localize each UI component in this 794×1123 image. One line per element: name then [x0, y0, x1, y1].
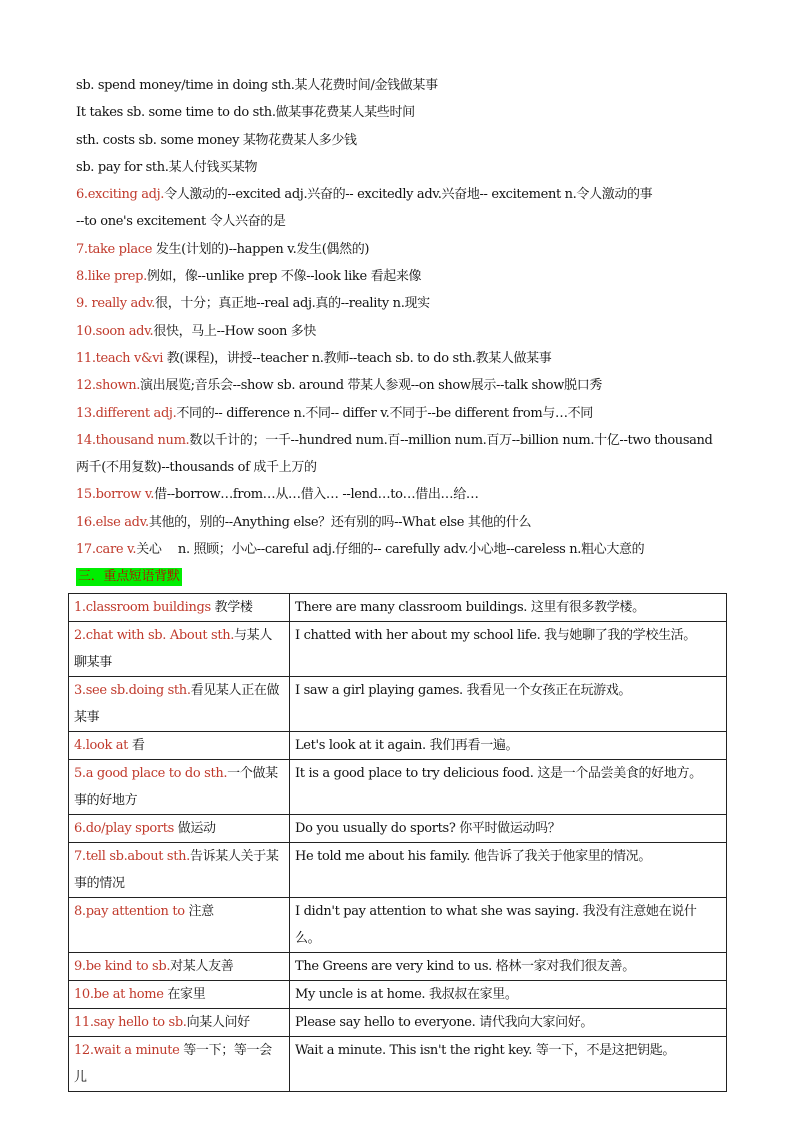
vocab-line: [76, 345, 728, 372]
example-sentence: I chatted with her about my school life. 我与她聊了我的学校生活。: [290, 622, 727, 677]
vocab-headword: 14.thousand num.: [76, 432, 190, 448]
vocab-definition: 关心 n. 照顾；小心--careful adj.仔细的-- carefully adv.小心地--careless n.粗心大意的: [136, 542, 645, 558]
example-sentence: He told me about his family. 他告诉了我关于他家里的情况。: [290, 843, 727, 898]
example-sentence: Please say hello to everyone. 请代我向大家问好。: [290, 1009, 727, 1037]
vocab-line: [76, 154, 728, 181]
phrase-english: 8.pay attention to: [74, 904, 185, 919]
table-row: [69, 1037, 727, 1092]
vocab-line: [76, 536, 728, 563]
table-row: [69, 622, 727, 677]
phrase-meaning: 看见某人正在做某事: [74, 683, 280, 725]
vocab-line: [76, 372, 728, 399]
notes-body: [76, 72, 728, 563]
phrase-meaning: 向某人问好: [186, 1015, 250, 1030]
vocab-definition: 发生(计划的)--happen v.发生(偶然的): [152, 241, 370, 257]
vocab-definition: 令人激动的--excited adj.兴奋的-- excitedly adv.兴奋地-- excitement n.令人激动的事: [164, 187, 653, 203]
vocab-headword: 10.soon adv.: [76, 323, 154, 339]
phrase-cell: [69, 898, 290, 953]
phrase-cell: [69, 677, 290, 732]
example-sentence: It is a good place to try delicious food. 这是一个品尝美食的好地方。: [290, 760, 727, 815]
phrase-english: 11.say hello to sb.: [74, 1015, 187, 1030]
example-sentence: Wait a minute. This isn't the right key. 等一下，不是这把钥匙。: [290, 1037, 727, 1092]
table-row: [69, 760, 727, 815]
table-row: [69, 953, 727, 981]
example-sentence: I saw a girl playing games. 我看见一个女孩正在玩游戏。: [290, 677, 727, 732]
phrase-meaning: 在家里: [163, 987, 206, 1002]
example-sentence: The Greens are very kind to us. 格林一家对我们很友善。: [290, 953, 727, 981]
example-sentence: Do you usually do sports? 你平时做运动吗？: [290, 815, 727, 843]
table-row: [69, 1009, 727, 1037]
vocab-definition: 教(课程)，讲授--teacher n.教师--teach sb. to do sth.教某人做某事: [163, 350, 552, 366]
phrase-meaning: 注意: [184, 904, 214, 919]
vocab-line: [76, 400, 728, 427]
phrase-cell: [69, 981, 290, 1009]
vocab-line: [76, 72, 728, 99]
phrase-english: 4.look at: [74, 738, 129, 753]
vocab-definition: 很快，马上--How soon 多快: [153, 323, 317, 339]
phrase-english: 12.wait a minute: [74, 1043, 180, 1058]
table-row: [69, 843, 727, 898]
vocab-line: [76, 427, 728, 482]
phrase-cell: [69, 843, 290, 898]
vocab-headword: 13.different adj.: [76, 405, 177, 421]
phrase-table: [68, 593, 727, 1092]
vocab-headword: 17.care v.: [76, 542, 137, 558]
phrase-cell: [69, 815, 290, 843]
vocab-headword: 11.teach v&vi: [76, 350, 163, 366]
table-row: [69, 898, 727, 953]
vocab-line: [76, 208, 728, 235]
example-sentence: I didn't pay attention to what she was saying. 我没有注意她在说什么。: [290, 898, 727, 953]
vocab-line: [76, 290, 728, 317]
vocab-definition: sb. pay for sth.某人付钱买某物: [76, 159, 258, 175]
phrase-cell: [69, 594, 290, 622]
vocab-headword: 15.borrow v.: [76, 487, 155, 503]
vocab-definition: 不同的-- difference n.不同-- differ v.不同于--be different from与…不同: [176, 405, 593, 421]
example-sentence: My uncle is at home. 我叔叔在家里。: [290, 981, 727, 1009]
phrase-cell: [69, 1009, 290, 1037]
phrase-cell: [69, 1037, 290, 1092]
vocab-line: [76, 481, 728, 508]
phrase-meaning: 等一下；等一会儿: [74, 1043, 272, 1085]
phrase-english: 3.see sb.doing sth.: [74, 683, 191, 698]
phrase-english: 7.tell sb.about sth.: [74, 849, 190, 864]
vocab-headword: 16.else adv.: [76, 514, 149, 530]
phrase-english: 10.be at home: [74, 987, 164, 1002]
vocab-definition: It takes sb. some time to do sth.做某事花费某人某些时间: [76, 105, 415, 121]
phrase-english: 5.a good place to do sth.: [74, 766, 228, 781]
phrase-meaning: 一个做某事的好地方: [74, 766, 278, 808]
table-row: [69, 815, 727, 843]
vocab-definition: 演出展览;音乐会--show sb. around 带某人参观--on show展示--talk show脱口秀: [140, 378, 603, 394]
vocab-line: [76, 236, 728, 263]
phrase-cell: [69, 760, 290, 815]
vocab-line: [76, 263, 728, 290]
vocab-definition: --to one's excitement 令人兴奋的是: [76, 214, 286, 230]
vocab-headword: 8.like prep.: [76, 269, 147, 285]
vocab-line: [76, 99, 728, 126]
phrase-english: 6.do/play sports: [74, 821, 174, 836]
vocab-definition: 其他的，别的--Anything else？还有别的吗--What else 其他的什么: [148, 514, 532, 530]
vocab-headword: 12.shown.: [76, 378, 141, 394]
table-row: [69, 732, 727, 760]
phrase-meaning: 教学楼: [210, 600, 253, 615]
phrase-english: 2.chat with sb. About sth.: [74, 628, 235, 643]
phrase-cell: [69, 622, 290, 677]
table-row: [69, 981, 727, 1009]
vocab-definition: 很，十分；真正地--real adj.真的--reality n.现实: [155, 296, 430, 312]
vocab-headword: 7.take place: [76, 241, 153, 257]
vocab-line: [76, 181, 728, 208]
section-heading: [76, 563, 182, 586]
phrase-meaning: 告诉某人关于某事的情况: [74, 849, 279, 891]
phrase-meaning: 做运动: [173, 821, 216, 836]
section-title: 三．重点短语背默: [78, 569, 180, 584]
phrase-english: 1.classroom buildings: [74, 600, 211, 615]
table-row: [69, 677, 727, 732]
phrase-cell: [69, 732, 290, 760]
phrase-english: 9.be kind to sb.: [74, 959, 171, 974]
vocab-headword: 9. really adv.: [76, 296, 156, 312]
vocab-definition: 借--borrow…from…从…借入… --lend…to…借出…给…: [154, 487, 479, 503]
phrase-meaning: 对某人友善: [170, 959, 234, 974]
vocab-line: [76, 509, 728, 536]
vocab-definition: 数以千计的；一千--hundred num.百--million num.百万--billion num.十亿--two thousand 两千(不用复数)--thousands of 成千上万的: [76, 432, 713, 476]
table-row: [69, 594, 727, 622]
vocab-definition: 例如，像--unlike prep 不像--look like 看起来像: [146, 269, 422, 285]
phrase-meaning: 与某人聊某事: [74, 628, 272, 670]
vocab-headword: 6.exciting adj.: [76, 187, 165, 203]
phrase-cell: [69, 953, 290, 981]
phrase-meaning: 看: [128, 738, 145, 753]
vocab-definition: sb. spend money/time in doing sth.某人花费时间/金钱做某事: [76, 78, 438, 93]
vocab-line: [76, 127, 728, 154]
example-sentence: There are many classroom buildings. 这里有很多教学楼。: [290, 594, 727, 622]
vocab-definition: sth. costs sb. some money 某物花费某人多少钱: [76, 132, 357, 148]
example-sentence: Let's look at it again. 我们再看一遍。: [290, 732, 727, 760]
vocabulary-list: [76, 72, 728, 563]
vocab-line: [76, 318, 728, 345]
